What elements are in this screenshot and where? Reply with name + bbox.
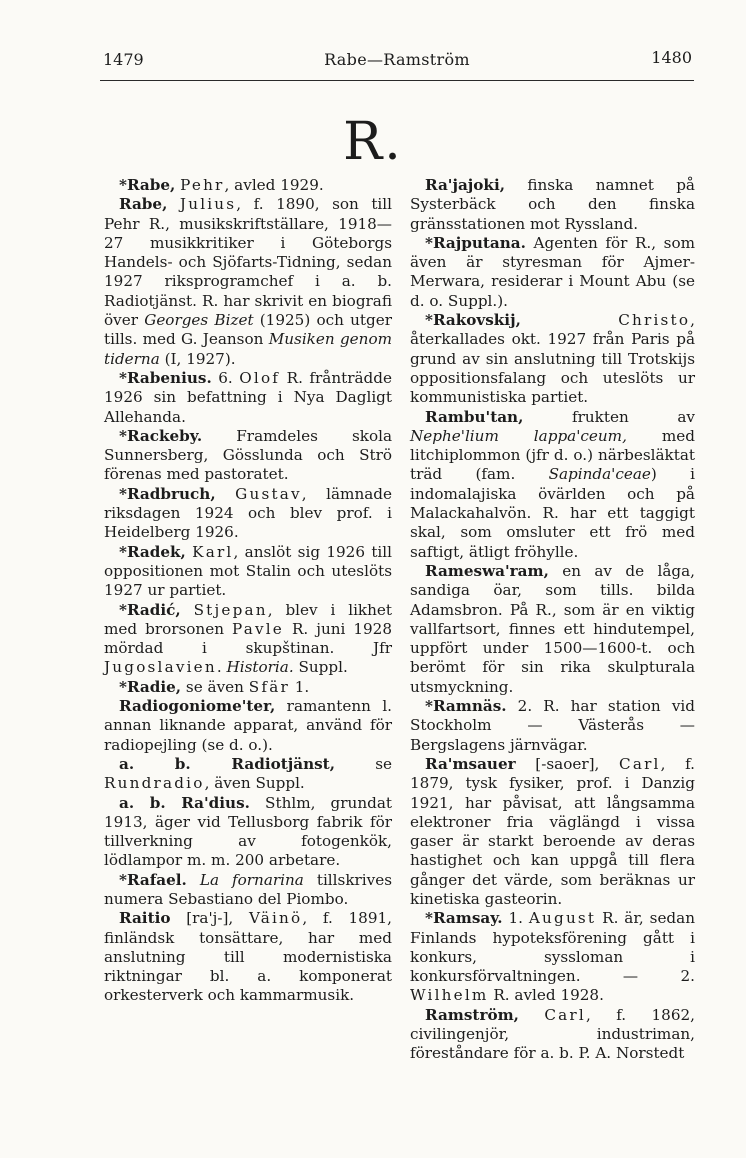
entry-text xyxy=(167,195,180,213)
entry-headword: *Rabe, xyxy=(119,176,176,194)
entry-text: [ra'j-], xyxy=(170,909,249,928)
entry-text: Pavle xyxy=(231,619,284,638)
header-rule xyxy=(100,80,694,81)
entry-text: Georges Bizet xyxy=(144,311,254,330)
entry-headword: Rabe, xyxy=(119,195,168,214)
left-column xyxy=(104,176,392,1006)
entry-headword: a. b. Radiotjänst, xyxy=(119,754,335,773)
entry-headword: Ra'jajoki, xyxy=(425,176,506,194)
entry-text: med litchiplommon (jfr d. o.) närbesläktat träd (fam. xyxy=(410,426,695,484)
entry-text: Karl xyxy=(192,542,234,561)
dictionary-entry xyxy=(104,543,392,601)
entry-text: Julius xyxy=(179,195,237,214)
entry-headword: *Radie, xyxy=(119,677,182,696)
entry-text: Jugoslavien xyxy=(104,658,217,677)
entry-headword: Raitio xyxy=(119,909,171,928)
dictionary-entry xyxy=(410,697,695,755)
entry-text: 1. xyxy=(502,909,529,928)
entry-text: en av de låga, sandiga öar, som tills. bilda Adamsbron. På R., som är en viktig vallfartsort, finnes ett hindutempel, uppfört under 1500—1600-t. och berömt för sin rika skulpturala utsmyckning. xyxy=(410,561,695,696)
entry-text: . xyxy=(216,658,227,677)
entry-text: [-saoer], xyxy=(515,754,620,773)
entry-headword: *Ramsay. xyxy=(425,909,503,928)
entry-text: Musiken genom tiderna xyxy=(104,330,392,368)
entry-headword: *Rafael. xyxy=(119,870,187,889)
entry-text: , även Suppl. xyxy=(204,774,305,793)
running-head: Rabe—Ramström xyxy=(324,50,470,69)
entry-text: Sthlm, grundat 1913, äger vid Tellusborg fabrik för tillverkning av fotogenkök, lödlampor m. m. 200 arbetare. xyxy=(104,793,392,870)
right-page-number: 1480 xyxy=(651,48,692,67)
entry-text: , blev i likhet med brorsonen xyxy=(104,600,393,638)
entry-text: , f. 1862, civilingenjör, industriman, föreståndare för a. b. P. A. Norstedt xyxy=(410,1005,695,1063)
entry-headword: Radiogoniome'ter, xyxy=(119,697,276,716)
entry-headword: a. b. Ra'dius. xyxy=(119,793,250,812)
entry-text: , f. 1879, tysk fysiker, prof. i Danzig 1921, har påvisat, att långsamma elektroner fria väglängd i vissa gaser är starkt beroende av deras hastighet och kan uppgå till flera gånger det värde, som beräknas ur kinetiska gasteorin. xyxy=(410,754,695,908)
dictionary-entry xyxy=(104,794,392,871)
dictionary-entry xyxy=(104,755,392,794)
dictionary-entry xyxy=(104,909,392,1005)
entry-headword: *Rajputana. xyxy=(425,233,526,252)
entry-headword: *Rabenius. xyxy=(119,368,212,387)
entry-text xyxy=(181,601,194,619)
entry-text: Carl xyxy=(544,1005,586,1024)
dictionary-entry xyxy=(410,562,695,697)
entry-text: Väinö xyxy=(248,909,303,928)
entry-text: 2. R. har station vid Stockholm — Västerås — Bergslagens järnvägar. xyxy=(410,697,695,754)
entry-text: se även xyxy=(181,677,249,696)
dictionary-entry xyxy=(104,485,392,543)
entry-headword: *Rakovskij, xyxy=(425,311,521,330)
entry-headword: Rambu'tan, xyxy=(425,407,524,426)
entry-text: Christo xyxy=(618,311,691,330)
entry-text: Suppl. xyxy=(293,658,348,677)
right-column xyxy=(410,176,695,1064)
dictionary-entry xyxy=(104,871,392,910)
entry-text: Stjepan xyxy=(193,600,268,619)
entry-text: (I, 1927). xyxy=(159,349,236,368)
entry-text xyxy=(216,485,236,503)
entry-text: ) i indomalajiska övärlden och på Malackahalvön. R. har ett taggigt skal, som omsluter ett frö med saftigt, ätligt fröhylle. xyxy=(410,465,695,561)
entry-text: Carl xyxy=(619,754,661,773)
entry-headword: *Rackeby. xyxy=(119,426,203,445)
entry-text xyxy=(187,871,200,889)
dictionary-entry xyxy=(104,427,392,485)
entry-headword: *Radbruch, xyxy=(119,484,216,503)
dictionary-entry xyxy=(104,176,392,195)
entry-text: La fornarina xyxy=(199,870,304,889)
entry-text: Gustav xyxy=(235,484,302,503)
entry-headword: Ra'msauer xyxy=(425,754,516,773)
dictionary-entry xyxy=(104,195,392,369)
entry-text: Pehr xyxy=(180,176,225,194)
entry-headword: *Radić, xyxy=(119,600,181,619)
entry-text: , f. 1890, son till Pehr R., musikskriftställare, 1918—27 musikkritiker i Göteborgs Handels- och Sjöfarts-Tidning, sedan 1927 riksprogramchef i a. b. Radiotjänst. R. har skrivit en biografi över xyxy=(104,195,393,330)
entry-headword: *Radek, xyxy=(119,542,186,561)
entry-text: , lämnade riksdagen 1924 och blev prof. i Heidelberg 1926. xyxy=(104,484,392,542)
dictionary-entry xyxy=(410,755,695,909)
dictionary-entry xyxy=(104,697,392,755)
entry-text: se xyxy=(334,754,392,773)
entry-text: , återkallades okt. 1927 från Paris på grund av sin anslutning till Trotskijs oppositionsfalang och uteslöts ur kommunistiska partiet. xyxy=(410,311,695,407)
entry-text: R. är, sedan Finlands hypoteksförening gått i konkurs, syssloman i konkursförvaltningen. — 2. xyxy=(410,909,695,986)
dictionary-entry xyxy=(410,1006,695,1064)
entry-text: Historia. xyxy=(226,658,294,677)
entry-text: Sfär xyxy=(248,677,290,696)
dictionary-entry xyxy=(410,311,695,407)
section-letter: R. xyxy=(343,112,403,172)
entry-text: 1. xyxy=(289,677,310,696)
dictionary-entry xyxy=(410,234,695,311)
dictionary-entry xyxy=(104,369,392,427)
entry-text: frukten av xyxy=(523,407,695,426)
entry-text: R. juni 1928 mördad i skupštinan. Jfr xyxy=(104,619,392,658)
entry-text: R. avled 1928. xyxy=(488,986,604,1005)
entry-text: Rundradio xyxy=(104,774,205,793)
entry-text: , avled 1929. xyxy=(224,176,324,194)
entry-text: Wilhelm xyxy=(410,986,489,1005)
entry-text: August xyxy=(528,909,597,928)
entry-text: 6. xyxy=(211,368,240,387)
entry-headword: Ramström, xyxy=(425,1005,519,1024)
left-page-number: 1479 xyxy=(103,50,144,69)
entry-headword: Rameswa'ram, xyxy=(425,561,549,580)
dictionary-entry xyxy=(410,909,695,1005)
entry-text xyxy=(519,1006,544,1024)
entry-text: ramantenn l. annan liknande apparat, använd för radiopejling (se d. o.). xyxy=(104,697,392,754)
entry-text: R. frånträdde 1926 sin befattning i Nya Dagligt Allehanda. xyxy=(104,368,392,426)
entry-text: , anslöt sig 1926 till oppositionen mot Stalin och uteslöts 1927 ur partiet. xyxy=(104,542,392,600)
entry-text xyxy=(521,311,618,329)
entry-headword: *Ramnäs. xyxy=(425,697,507,716)
page-header xyxy=(100,48,694,74)
entry-text: Nephe'lium lappa'ceum, xyxy=(410,426,627,445)
dictionary-entry xyxy=(410,176,695,234)
entry-text: , f. 1891, finländsk tonsättare, har med anslutning till modernistiska riktningar bl. a. komponerat orkesterverk och kammarmusik. xyxy=(104,909,392,1005)
entry-text: tillskrives numera Sebastiano del Piombo. xyxy=(104,870,392,908)
entry-text: Olof xyxy=(239,368,281,387)
entry-text: finska namnet på Systerbäck och den finska gränsstationen mot Ryssland. xyxy=(410,176,695,233)
entry-text: Sapinda'ceae xyxy=(548,465,651,484)
dictionary-entry xyxy=(104,678,392,697)
entry-text: Framdeles skola Sunnersberg, Gösslunda och Strö förenas med pastoratet. xyxy=(104,426,392,484)
entry-text: Agenten för R., som även är styresman för Ajmer-Merwara, residerar i Mount Abu (se d. o. Suppl.). xyxy=(410,233,695,310)
dictionary-entry xyxy=(104,601,392,678)
dictionary-entry xyxy=(410,408,695,562)
entry-text: (1925) och utger tills. med G. Jeanson xyxy=(104,311,392,349)
